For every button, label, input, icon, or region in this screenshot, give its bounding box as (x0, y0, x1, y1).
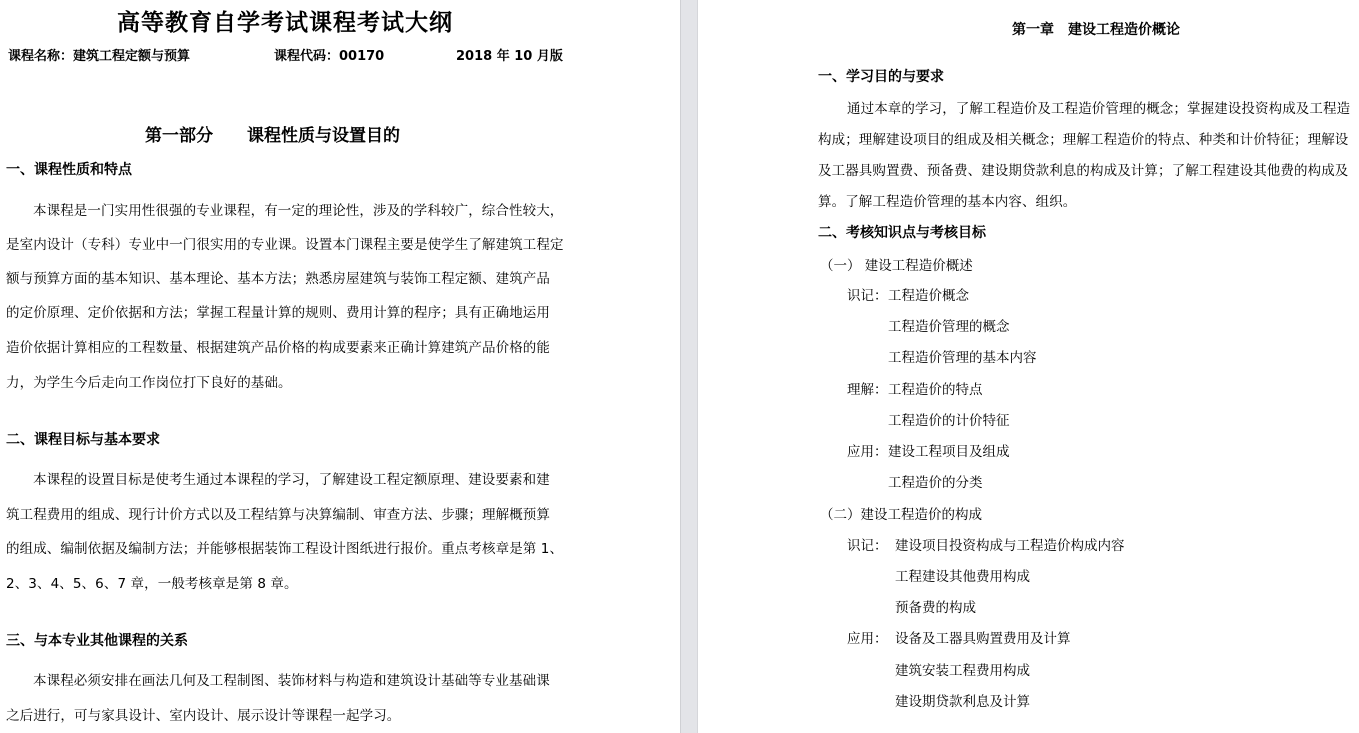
paragraph-line: 及工器具购置费、预备费、建设期贷款利息的构成及计算；了解工程建设其他费的构成及 (818, 163, 1349, 179)
item-text: 建设期贷款利息及计算 (895, 694, 1030, 710)
item-text: 工程造价管理的概念 (888, 319, 1010, 335)
subsection-title: （一） 建设工程造价概述 (820, 258, 973, 274)
course-name: 课程名称：建筑工程定额与预算 (8, 49, 191, 64)
item-text: 设备及工器具购置费用及计算 (895, 631, 1071, 647)
section-title: 一、课程性质和特点 (6, 162, 132, 178)
item-text: 工程建设其他费用构成 (895, 569, 1030, 585)
chapter-title: 第一章 建设工程造价概论 (1012, 22, 1180, 38)
item-label: 识记： (847, 288, 888, 304)
item-text: 建设项目投资构成与工程造价构成内容 (895, 538, 1125, 554)
section-title: 二、考核知识点与考核目标 (818, 225, 986, 241)
part-title: 第一部分 课程性质与设置目的 (145, 126, 400, 146)
paragraph-line: 2、3、4、5、6、7 章，一般考核章是第 8 章。 (6, 576, 298, 592)
paragraph-line: 之后进行，可与家具设计、室内设计、展示设计等课程一起学习。 (6, 708, 401, 724)
course-code: 课程代码：00170 (274, 49, 385, 64)
paragraph-line: 本课程必须安排在画法几何及工程制图、装饰材料与构造和建筑设计基础等专业基础课 (33, 673, 550, 689)
item-label: 应用： (847, 631, 888, 647)
item-text: 工程造价的计价特征 (888, 413, 1010, 429)
item-label: 理解： (847, 382, 888, 398)
section-title: 二、课程目标与基本要求 (6, 432, 160, 448)
item-text: 建设工程项目及组成 (888, 444, 1010, 460)
right-page (698, 0, 1359, 733)
item-text: 预备费的构成 (895, 600, 976, 616)
item-text: 工程造价概念 (888, 288, 969, 304)
page-edge-left (680, 0, 681, 733)
item-text: 工程造价的分类 (888, 475, 983, 491)
paragraph-line: 筑工程费用的组成、现行计价方式以及工程结算与决算编制、审查方法、步骤；理解概预算 (6, 507, 550, 523)
subsection-title: （二）建设工程造价的构成 (820, 507, 982, 523)
paragraph-line: 本课程的设置目标是使考生通过本课程的学习，了解建设工程定额原理、建设要素和建 (33, 472, 550, 488)
paragraph-line: 力，为学生今后走向工作岗位打下良好的基础。 (6, 375, 292, 391)
paragraph-line: 的定价原理、定价依据和方法；掌握工程量计算的规则、费用计算的程序；具有正确地运用 (6, 305, 550, 321)
paragraph-line: 构成；理解建设项目的组成及相关概念；理解工程造价的特点、种类和计价特征；理解设 (818, 132, 1349, 148)
document-title: 高等教育自学考试课程考试大纲 (117, 9, 453, 36)
item-label: 应用： (847, 444, 888, 460)
paragraph-line: 算。了解工程造价管理的基本内容、组织。 (818, 194, 1077, 210)
paragraph-line: 造价依据计算相应的工程数量、根据建筑产品价格的构成要素来正确计算建筑产品价格的能 (6, 340, 550, 356)
item-text: 建筑安装工程费用构成 (895, 663, 1030, 679)
paragraph-line: 是室内设计（专科）专业中一门很实用的专业课。设置本门课程主要是使学生了解建筑工程定 (6, 237, 564, 253)
item-text: 工程造价的特点 (888, 382, 983, 398)
section-title: 一、学习目的与要求 (818, 69, 944, 85)
paragraph-line: 本课程是一门实用性很强的专业课程，有一定的理论性，涉及的学科较广，综合性较大， (33, 203, 564, 219)
edition-date: 2018 年 10 月版 (456, 49, 563, 64)
section-title: 三、与本专业其他课程的关系 (6, 633, 188, 649)
item-label: 识记： (847, 538, 888, 554)
paragraph-line: 通过本章的学习，了解工程造价及工程造价管理的概念；掌握建设投资构成及工程造 (847, 101, 1351, 117)
paragraph-line: 额与预算方面的基本知识、基本理论、基本方法；熟悉房屋建筑与装饰工程定额、建筑产品 (6, 271, 550, 287)
page-gutter (680, 0, 698, 733)
paragraph-line: 的组成、编制依据及编制方法；并能够根据装饰工程设计图纸进行报价。重点考核章是第 1、 (6, 541, 564, 557)
item-text: 工程造价管理的基本内容 (888, 350, 1037, 366)
